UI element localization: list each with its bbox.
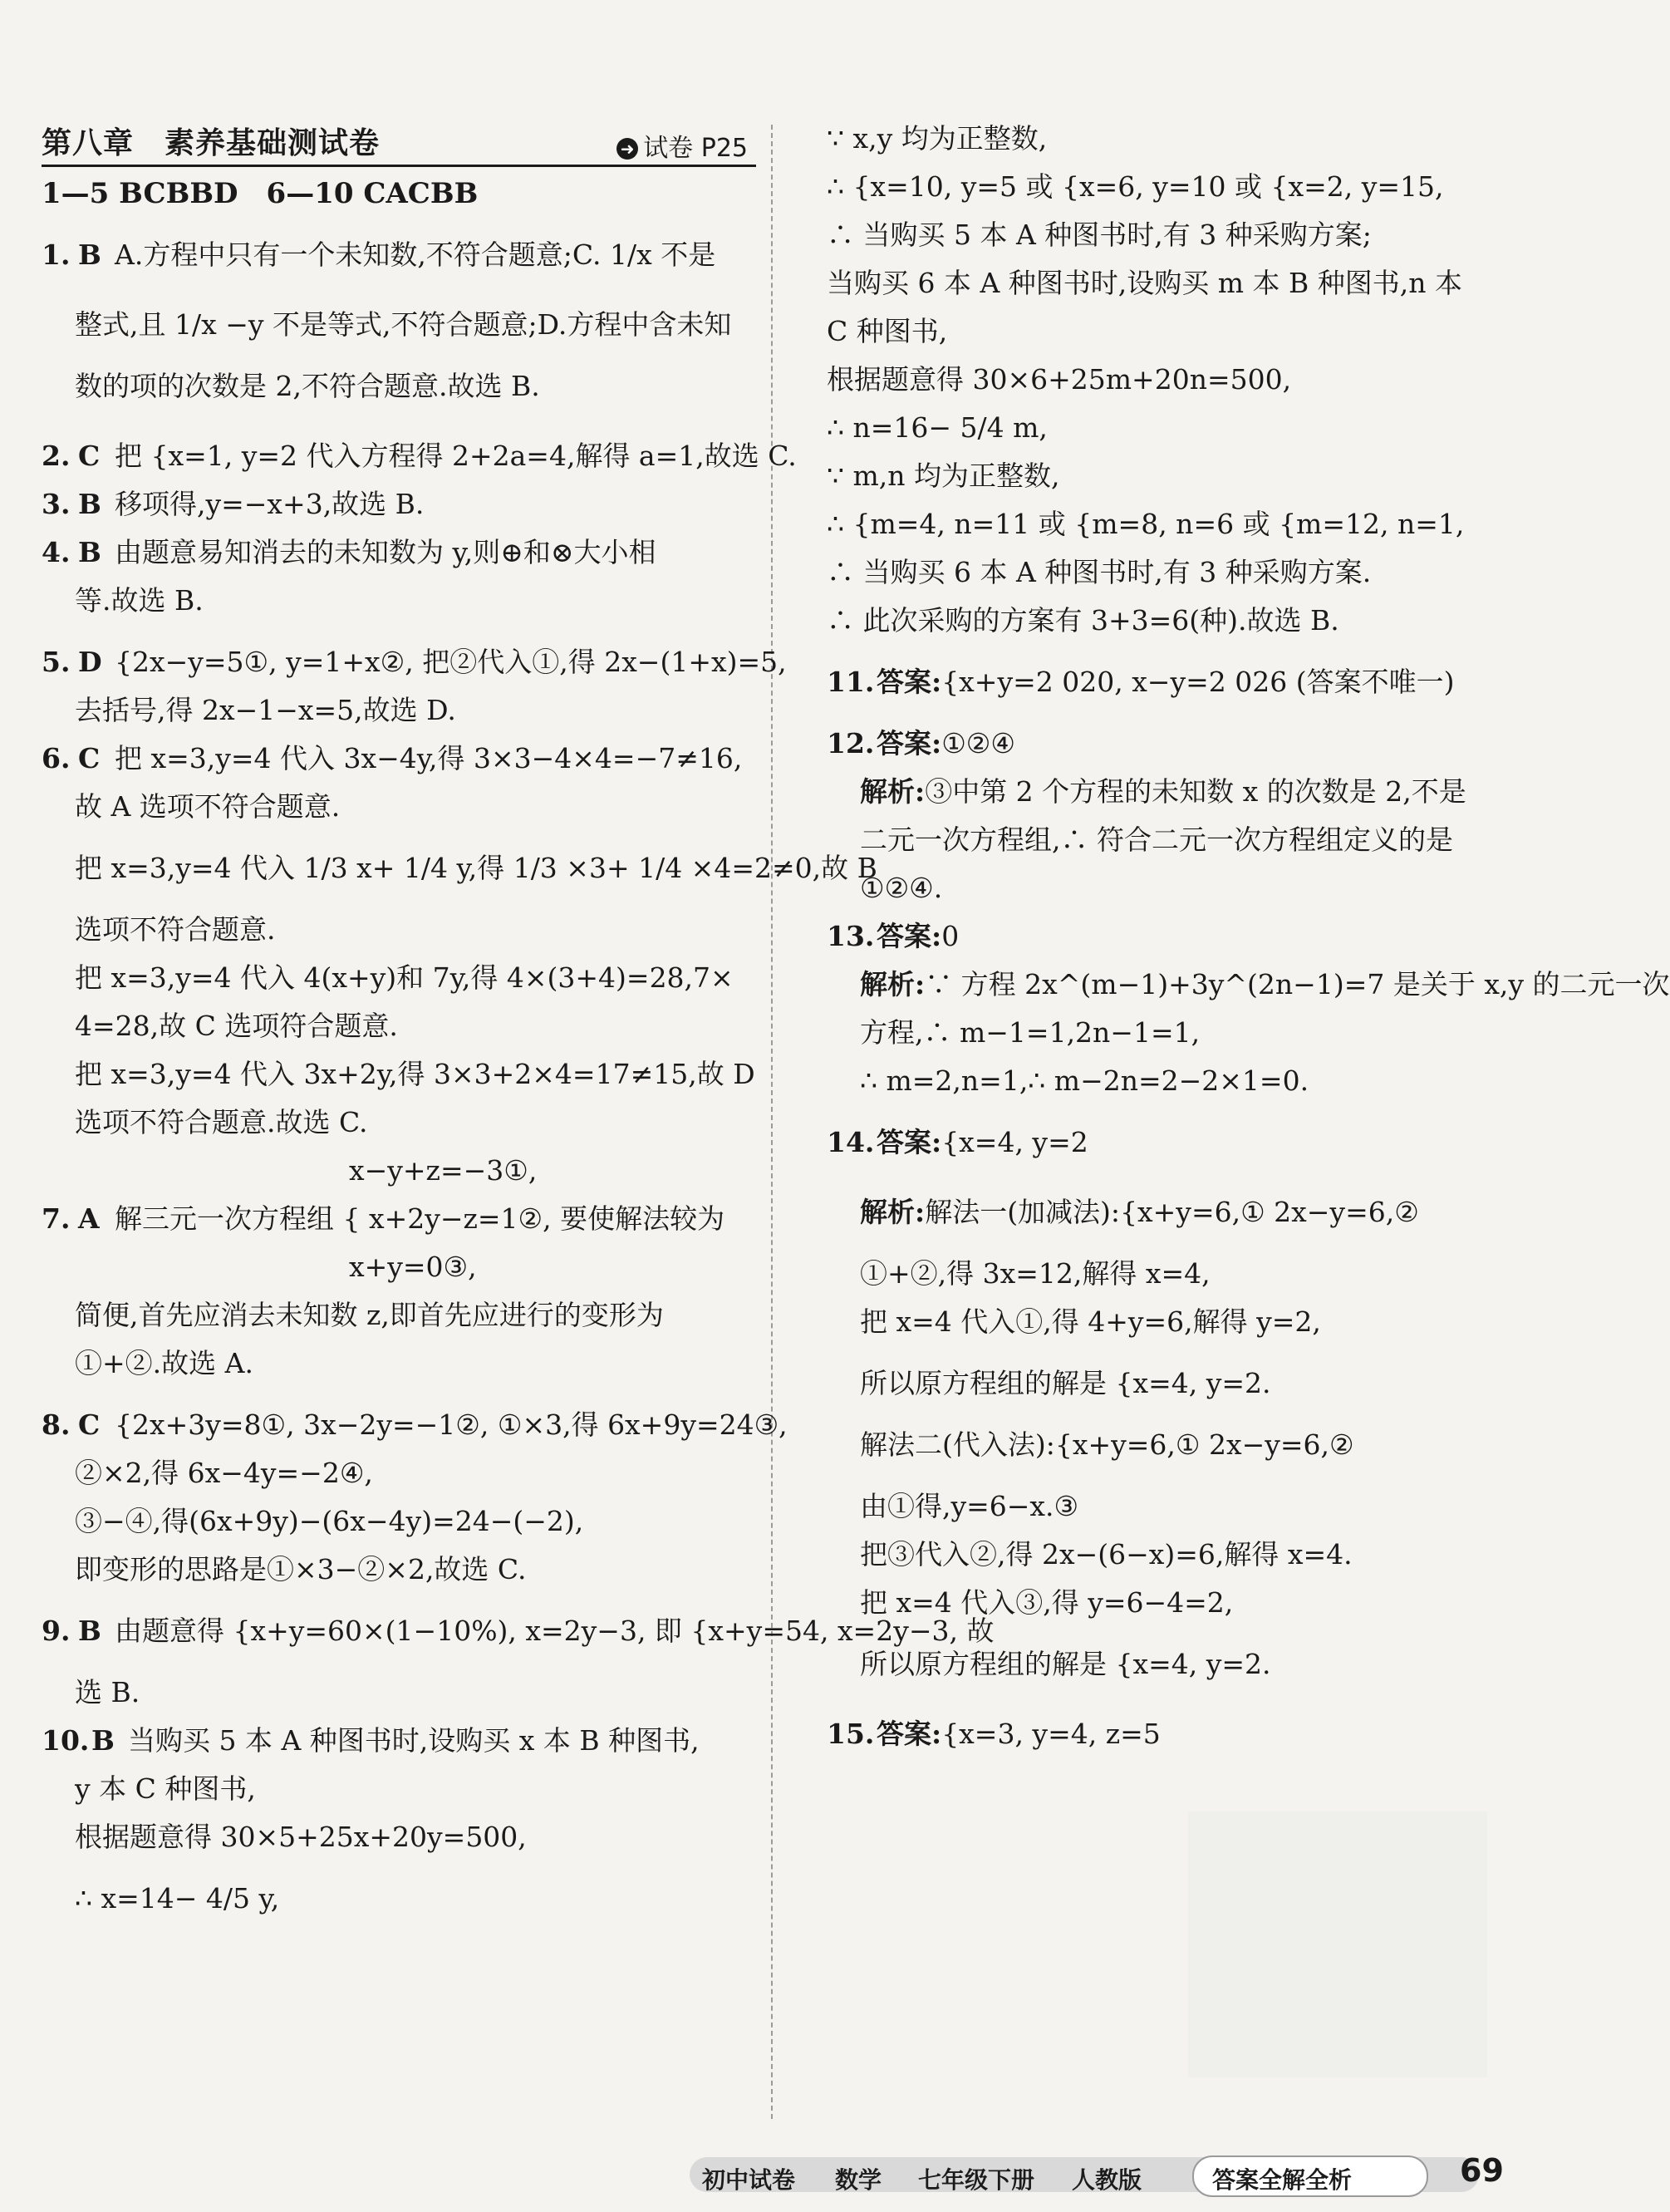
q14-line [827, 1118, 1508, 1167]
q7-answer: A [78, 1202, 100, 1235]
q6-number: 6. [42, 742, 71, 774]
q5-line-1 [42, 638, 787, 686]
page-footer [648, 2152, 1545, 2199]
q8-answer: C [78, 1408, 101, 1441]
q14-answer-label: 答案: [877, 1126, 942, 1158]
q8-text-2: ②×2,得 6x−4y=−2④, [75, 1457, 373, 1489]
q9-answer: B [78, 1615, 101, 1647]
q12-analysis-1 [827, 768, 1508, 816]
q8-text-3: ③−④,得(6x+9y)−(6x−4y)=24−(−2), [75, 1505, 584, 1537]
q15-answer: {x=3, y=4, z=5 [941, 1718, 1161, 1750]
q14-number: 14. [827, 1126, 875, 1158]
q14-analysis-label: 解析: [860, 1196, 926, 1228]
q3-line [42, 480, 756, 528]
q5-number: 5. [42, 646, 71, 678]
q14-step-2: 把 x=4 代入①,得 4+y=6,解得 y=2, [860, 1305, 1321, 1338]
q9-text-2: 选 B. [75, 1676, 140, 1708]
column-divider [771, 125, 773, 2119]
q2-number: 2. [42, 440, 71, 472]
footer-series: 初中试卷 [702, 2166, 796, 2194]
q8-text-1: {2x+3y=8①, 3x−2y=−1②, ①×3,得 6x+9y=24③, [115, 1408, 788, 1441]
q12-number: 12. [827, 727, 875, 759]
q7-system-1: x−y+z=−3①, [349, 1154, 538, 1187]
footer-badge [1192, 2155, 1428, 2197]
q8-line-1 [42, 1401, 788, 1449]
footer-badge-text: 答案全解全析 [1212, 2166, 1353, 2194]
chapter-header [42, 116, 756, 170]
q13-answer: 0 [941, 920, 960, 952]
q6-line-1 [42, 735, 756, 783]
answer-keys: 1—5 BCBBD 6—10 CACBB [42, 177, 479, 210]
q2-line [42, 432, 797, 480]
q4-number: 4. [42, 536, 71, 568]
q14-answer: {x=4, y=2 [941, 1126, 1088, 1158]
q6-answer: C [78, 742, 101, 774]
q13-analysis-1 [827, 961, 1670, 1009]
q7-text-2: 简便,首先应消去未知数 z,即首先应进行的变形为 [75, 1299, 664, 1331]
chapter-title: 第八章 素养基础测试卷 [42, 126, 381, 160]
q6-text-8: 选项不符合题意.故选 C. [75, 1106, 368, 1138]
q4-text-1: 由题意易知消去的未知数为 y,则⊕和⊗大小相 [115, 536, 656, 568]
footer-grade: 七年级下册 [918, 2166, 1035, 2194]
q14-step-3: 由①得,y=6−x.③ [860, 1490, 1079, 1522]
q8-text-4: 即变形的思路是①×3−②×2,故选 C. [75, 1553, 527, 1585]
q14-step-5: 把 x=4 代入③,得 y=6−4=2, [860, 1586, 1234, 1619]
q9-text-1: 由题意得 {x+y=60×(1−10%), x=2y−3, 即 {x+y=54, x=2y−3, 故 [115, 1615, 995, 1647]
q13-analysis-3: ∴ m=2,n=1,∴ m−2n=2−2×1=0. [860, 1064, 1309, 1097]
q6-text-3: 把 x=3,y=4 代入 1/3 x+ 1/4 y,得 1/3 ×3+ 1/4 ×4=2≠0,故 B [75, 852, 877, 884]
header-rule [42, 165, 756, 167]
q10-line-1 [42, 1717, 756, 1765]
q4-text-2: 等.故选 B. [75, 584, 204, 617]
q10-cont-11: ∴ 此次采购的方案有 3+3=6(种).故选 B. [827, 604, 1339, 637]
q2-text: 把 {x=1, y=2 代入方程得 2+2a=4,解得 a=1,故选 C. [115, 440, 797, 472]
q14-analysis-text: 解法一(加减法):{x+y=6,① 2x−y=6,② [925, 1196, 1419, 1228]
q10-cont-5: C 种图书, [827, 315, 948, 347]
q15-answer-label: 答案: [877, 1718, 942, 1750]
q14-step-4: 把③代入②,得 2x−(6−x)=6,解得 x=4. [860, 1538, 1353, 1571]
q14-method-2: 解法二(代入法):{x+y=6,① 2x−y=6,② [860, 1428, 1354, 1461]
q10-cont-10: ∴ 当购买 6 本 A 种图书时,有 3 种采购方案. [827, 556, 1372, 588]
q6-text-4: 选项不符合题意. [75, 913, 276, 946]
q10-number: 10. [42, 1724, 90, 1757]
q10-text-4: ∴ x=14− 4/5 y, [75, 1882, 280, 1915]
page-number: 69 [1460, 2152, 1504, 2189]
q5-text-2: 去括号,得 2x−1−x=5,故选 D. [75, 694, 456, 726]
q13-analysis-label: 解析: [860, 968, 926, 1000]
q10-cont-4: 当购买 6 本 A 种图书时,设购买 m 本 B 种图书,n 本 [827, 267, 1463, 299]
q12-analysis-3: ①②④. [860, 872, 943, 904]
q7-number: 7. [42, 1202, 71, 1235]
q10-text-3: 根据题意得 30×5+25x+20y=500, [75, 1821, 527, 1853]
q6-text-6: 4=28,故 C 选项符合题意. [75, 1010, 398, 1042]
q2-answer: C [78, 440, 101, 472]
q10-cont-9: ∴ {m=4, n=11 或 {m=8, n=6 或 {m=12, n=1, [827, 508, 1465, 540]
q6-text-2: 故 A 选项不符合题意. [75, 790, 341, 823]
page-reference-text: 试卷 P25 [643, 134, 748, 163]
q14-solution-1: 所以原方程组的解是 {x=4, y=2. [860, 1367, 1271, 1399]
right-column [827, 115, 1670, 1758]
q11-line [827, 658, 1508, 706]
q14-step-1: ①+②,得 3x=12,解得 x=4, [860, 1257, 1211, 1290]
q3-number: 3. [42, 488, 71, 520]
q1-line-1 [42, 231, 756, 279]
q13-analysis-text: ∵ 方程 2x^(m−1)+3y^(2n−1)=7 是关于 x,y 的二元一次 [925, 968, 1670, 1000]
q12-answer-label: 答案: [877, 727, 942, 759]
faded-stamp [1188, 1811, 1487, 2077]
q10-cont-7: ∴ n=16− 5/4 m, [827, 411, 1048, 444]
q13-line [827, 912, 1508, 961]
footer-edition: 人教版 [1072, 2166, 1142, 2194]
q7-text: 解三元一次方程组 { x+2y−z=1②, 要使解法较为 [115, 1202, 725, 1235]
q15-line [827, 1710, 1508, 1758]
q12-analysis-label: 解析: [860, 775, 926, 808]
q15-number: 15. [827, 1718, 875, 1750]
q10-cont-3: ∴ 当购买 5 本 A 种图书时,有 3 种采购方案; [827, 219, 1372, 251]
q11-number: 11. [827, 666, 875, 698]
q6-text-1: 把 x=3,y=4 代入 3x−4y,得 3×3−4×4=−7≠16, [115, 742, 743, 774]
q1-number: 1. [42, 238, 71, 271]
q10-cont-8: ∵ m,n 均为正整数, [827, 460, 1060, 492]
q1-text-2: 整式,且 1/x −y 不是等式,不符合题意;D.方程中含未知 [75, 308, 732, 341]
q13-answer-label: 答案: [877, 920, 942, 952]
q3-answer: B [78, 488, 101, 520]
q13-analysis-2: 方程,∴ m−1=1,2n−1=1, [860, 1016, 1201, 1049]
q9-number: 9. [42, 1615, 71, 1647]
q7-system-3: x+y=0③, [349, 1251, 477, 1283]
q12-analysis-2: 二元一次方程组,∴ 符合二元一次方程组定义的是 [860, 823, 1453, 856]
q10-text-2: y 本 C 种图书, [75, 1772, 256, 1805]
q11-answer: {x+y=2 020, x−y=2 026 (答案不唯一) [941, 666, 1455, 698]
q1-answer: B [78, 238, 101, 271]
q6-text-5: 把 x=3,y=4 代入 4(x+y)和 7y,得 4×(3+4)=28,7× [75, 961, 734, 994]
q12-line [827, 720, 1508, 768]
q10-cont-1: ∵ x,y 均为正整数, [827, 122, 1048, 155]
q11-answer-label: 答案: [877, 666, 942, 698]
q10-text-1: 当购买 5 本 A 种图书时,设购买 x 本 B 种图书, [128, 1724, 700, 1757]
q13-number: 13. [827, 920, 875, 952]
q10-cont-6: 根据题意得 30×6+25m+20n=500, [827, 363, 1292, 396]
q10-cont-2: ∴ {x=10, y=5 或 {x=6, y=10 或 {x=2, y=15, [827, 170, 1444, 203]
q7-line [42, 1195, 756, 1243]
q1-text-1: A.方程中只有一个未知数,不符合题意;C. 1/x 不是 [115, 238, 716, 271]
q6-text-7: 把 x=3,y=4 代入 3x+2y,得 3×3+2×4=17≠15,故 D [75, 1058, 755, 1090]
q5-text-1: {2x−y=5①, y=1+x②, 把②代入①,得 2x−(1+x)=5, [115, 646, 787, 678]
q4-line-1 [42, 528, 756, 577]
q14-solution-2: 所以原方程组的解是 {x=4, y=2. [860, 1648, 1271, 1680]
q1-text-3: 数的项的次数是 2,不符合题意.故选 B. [75, 370, 540, 402]
q3-text: 移项得,y=−x+3,故选 B. [115, 488, 425, 520]
arrow-right-icon: ➜ [616, 138, 638, 160]
q8-number: 8. [42, 1408, 71, 1441]
q10-answer: B [91, 1724, 115, 1757]
q14-analysis-1 [827, 1188, 1508, 1236]
q7-text-3: ①+②.故选 A. [75, 1347, 253, 1379]
q12-analysis-text: ③中第 2 个方程的未知数 x 的次数是 2,不是 [925, 775, 1466, 808]
q9-line-1 [42, 1607, 995, 1655]
q4-answer: B [78, 536, 101, 568]
footer-subject: 数学 [835, 2166, 882, 2194]
q5-answer: D [78, 646, 102, 678]
q12-answer: ①②④ [941, 727, 1015, 759]
